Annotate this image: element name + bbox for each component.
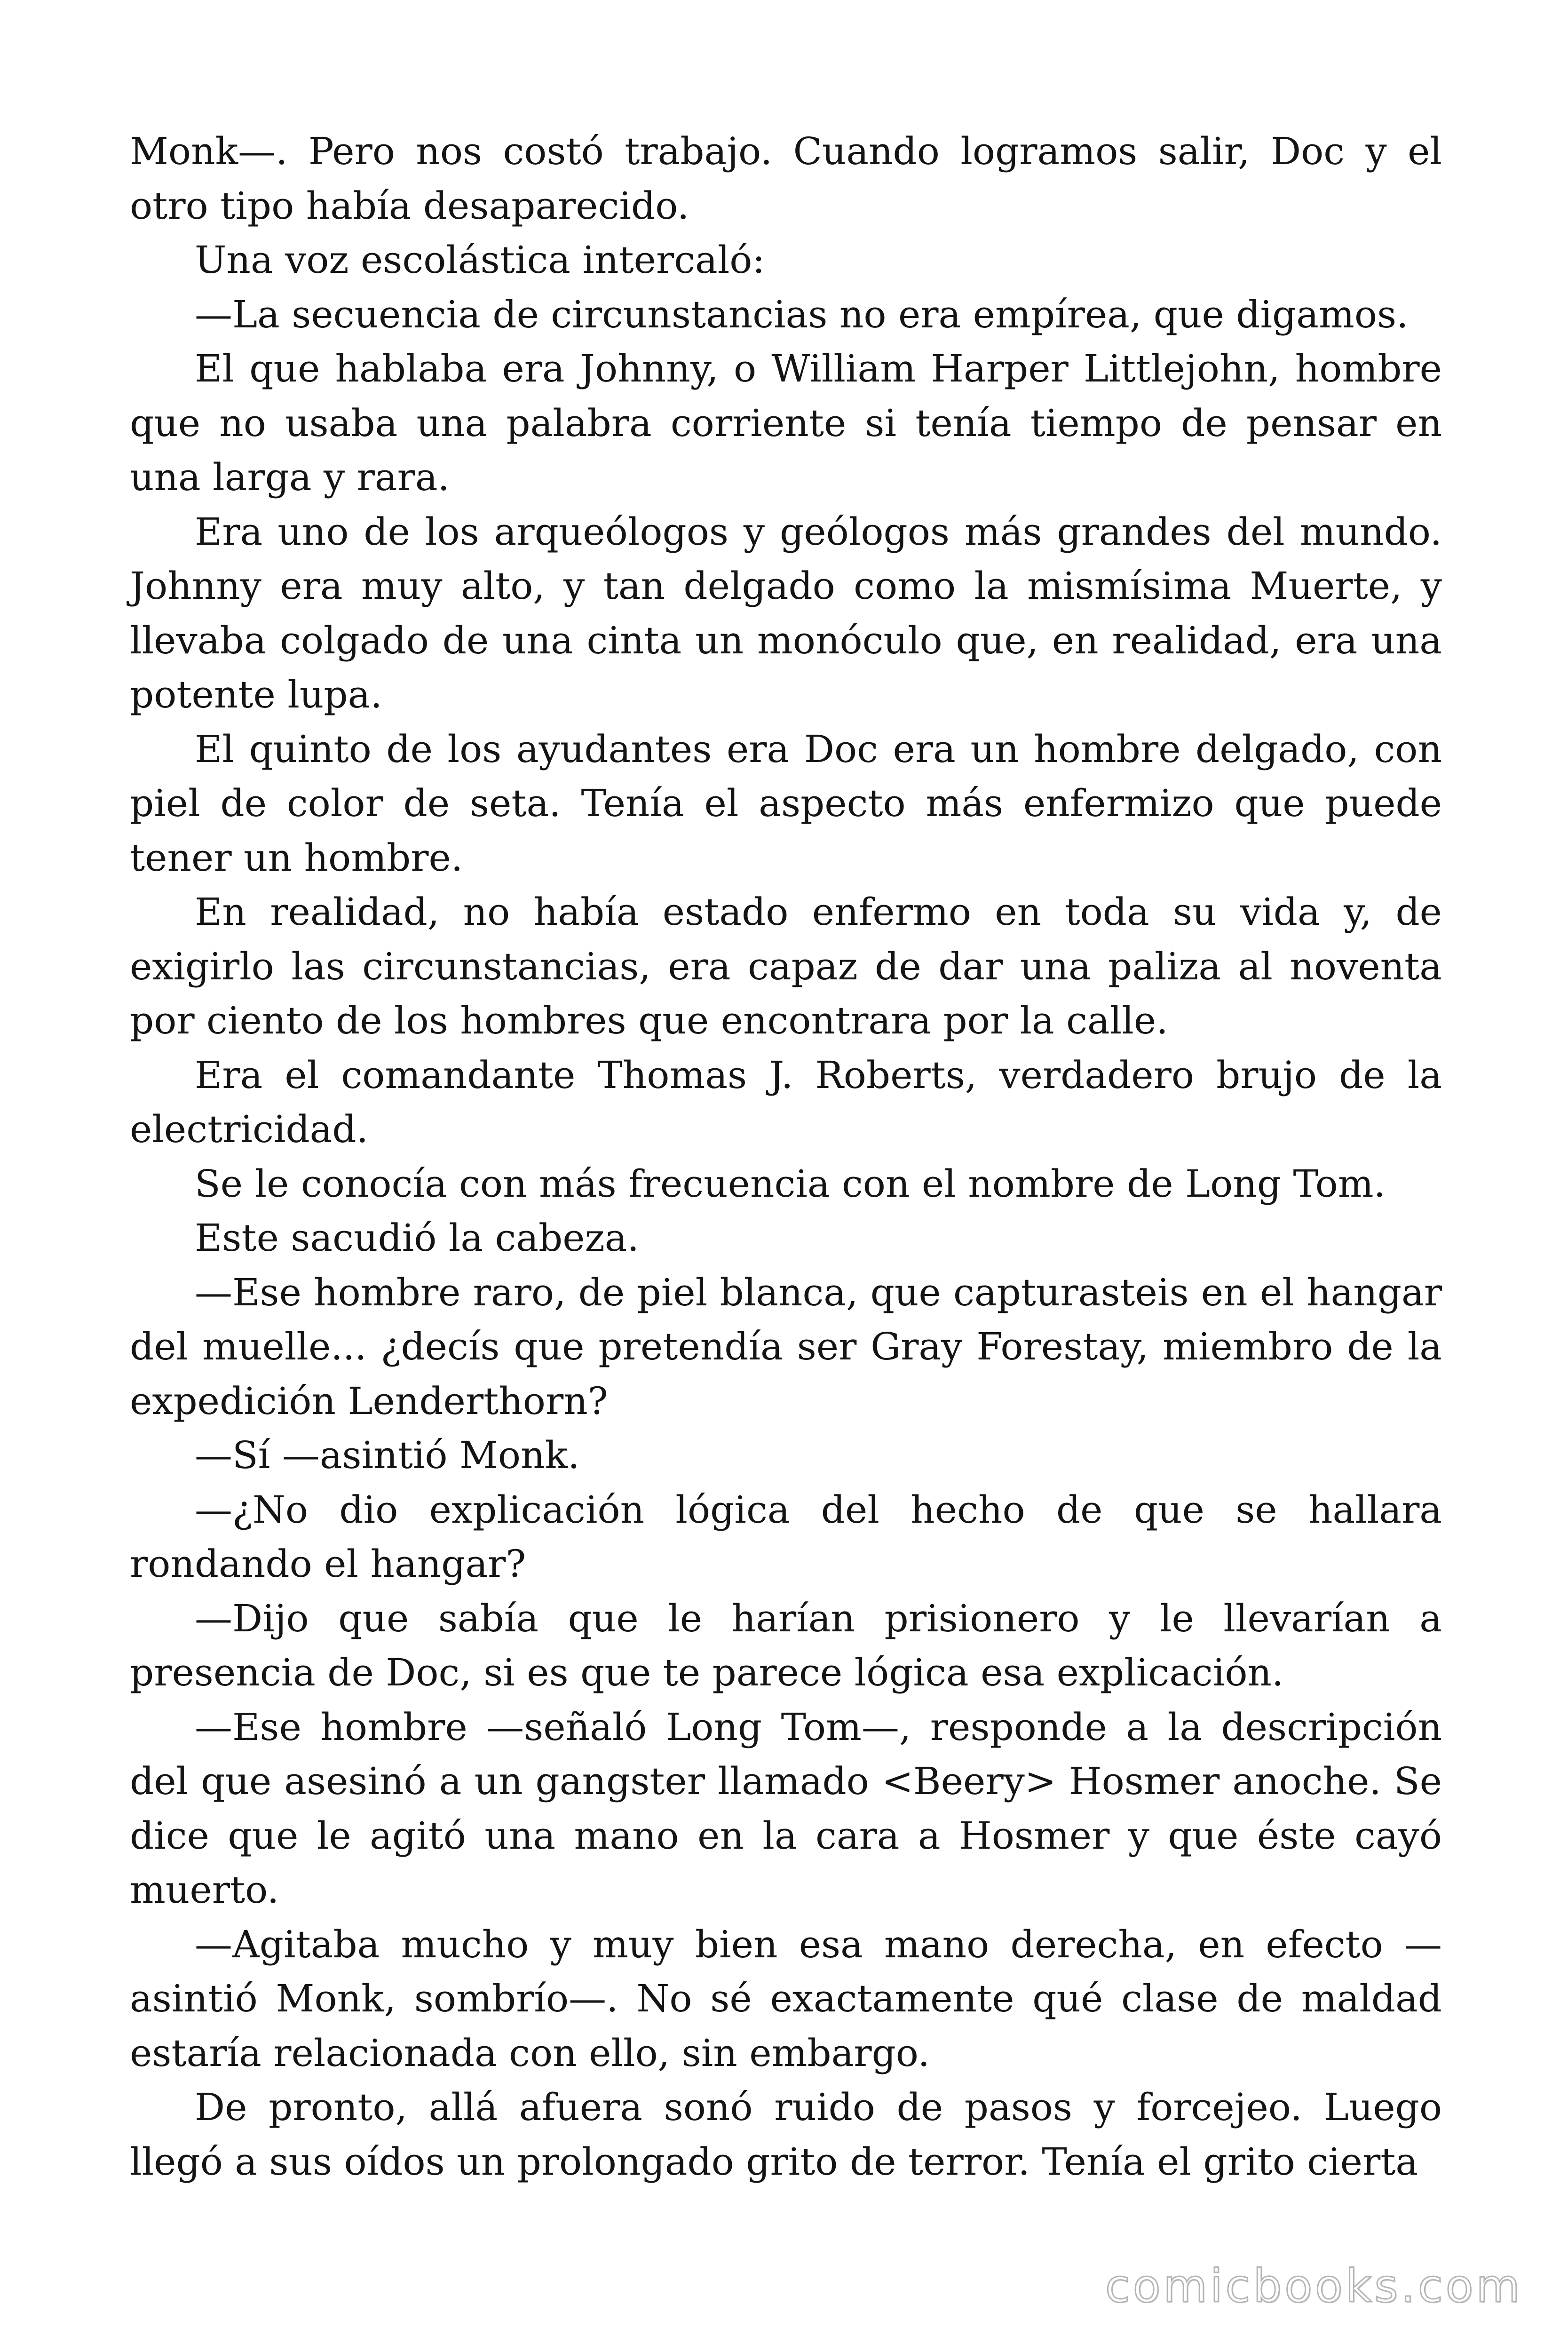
paragraph-4: El que hablaba era Johnny, o William Harper Littlejohn, hombre que no usaba una palabra corriente si tenía tiempo de pensar en una larga y rara. (130, 347, 1442, 499)
paragraph-11: —Ese hombre raro, de piel blanca, que capturasteis en el hangar del muelle... ¿decís que pretendía ser Gray Forestay, miembro de la expedición Lenderthorn? (130, 1270, 1442, 1423)
paragraph-8: Era el comandante Thomas J. Roberts, verdadero brujo de la electricidad. (130, 1053, 1442, 1151)
paragraph-1: Monk—. Pero nos costó trabajo. Cuando logramos salir, Doc y el otro tipo había desaparecido. (130, 129, 1442, 228)
paragraph-2: Una voz escolástica intercaló: (195, 238, 765, 282)
paragraph-14: —Dijo que sabía que le harían prisionero y le llevarían a presencia de Doc, si es que te parece lógica esa explicación. (130, 1596, 1442, 1694)
paragraph-7: En realidad, no había estado enfermo en toda su vida y, de exigirlo las circunstancias, era capaz de dar una paliza al noventa por ciento de los hombres que encontrara por la calle. (130, 890, 1442, 1042)
paragraph-13: —¿No dio explicación lógica del hecho de que se hallara rondando el hangar? (130, 1487, 1442, 1586)
paragraph-6: El quinto de los ayudantes era Doc era un hombre delgado, con piel de color de seta. Tenía el aspecto más enfermizo que puede tener un hombre. (130, 727, 1442, 880)
page-text (130, 124, 1442, 2189)
paragraph-17: De pronto, allá afuera sonó ruido de pasos y forcejeo. Luego llegó a sus oídos un prolongado grito de terror. Tenía el grito cierta (130, 2085, 1442, 2184)
paragraph-5: Era uno de los arqueólogos y geólogos más grandes del mundo. Johnny era muy alto, y tan delgado como la mismísima Muerte, y llevaba colgado de una cinta un monóculo que, en realidad, era una potente lupa. (130, 509, 1442, 716)
paragraph-16: —Agitaba mucho y muy bien esa mano derecha, en efecto —asintió Monk, sombrío—. No sé exactamente qué clase de maldad estaría relacionada con ello, sin embargo. (130, 1922, 1442, 2075)
paragraph-15: —Ese hombre —señaló Long Tom—, responde a la descripción del que asesinó a un gangster llamado <Beery> Hosmer anoche. Se dice que le agitó una mano en la cara a Hosmer y que éste cayó muerto. (130, 1705, 1442, 1912)
paragraph-9: Se le conocía con más frecuencia con el nombre de Long Tom. (195, 1161, 1386, 1206)
paragraph-12: —Sí —asintió Monk. (195, 1433, 580, 1477)
paragraph-3: —La secuencia de circunstancias no era empírea, que digamos. (195, 292, 1409, 336)
watermark: comicbooks.com (1105, 2260, 1523, 2312)
paragraph-10: Este sacudió la cabeza. (195, 1216, 639, 1260)
